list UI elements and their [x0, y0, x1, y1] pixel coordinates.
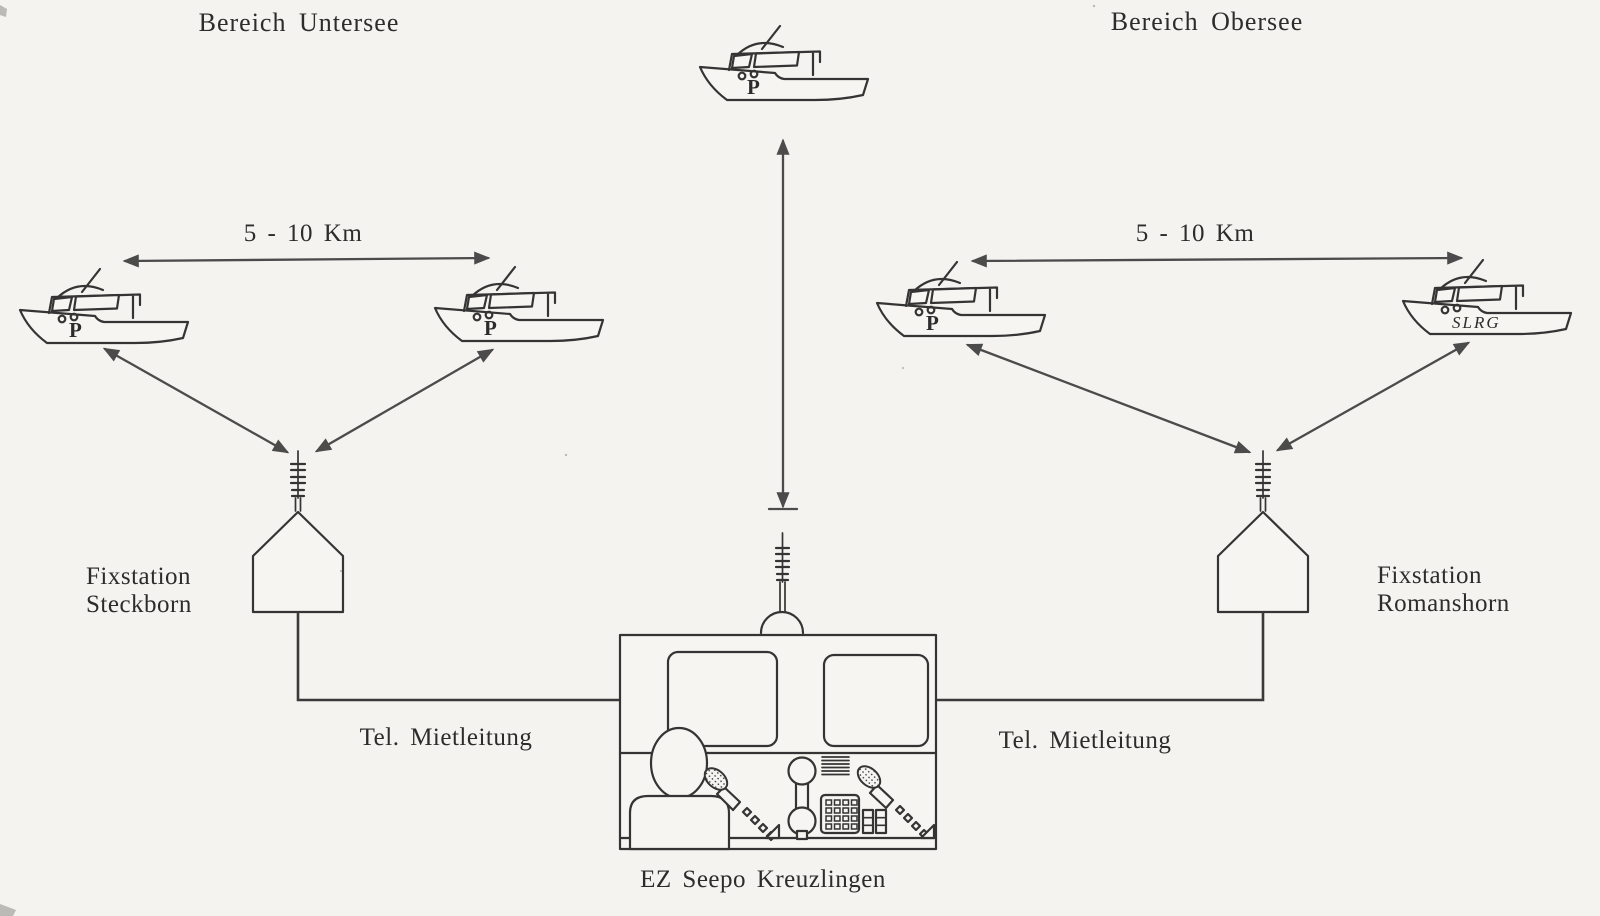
police-boat-untersee-west — [20, 269, 188, 343]
station-label-line1: Fixstation — [86, 563, 192, 590]
station-label-line2: Romanshorn — [1377, 590, 1510, 617]
station-label-line2: Steckborn — [86, 591, 192, 618]
leased-line-right — [936, 613, 1263, 754]
distance-arrow-obersee — [973, 220, 1461, 261]
police-boat-obersee-west — [877, 262, 1045, 336]
leased-line-right-label: Tel. Mietleitung — [998, 727, 1172, 754]
keypad-icon — [821, 795, 859, 833]
boat-label-relay: P — [747, 75, 761, 99]
boat-label-obersee-west: P — [926, 311, 940, 335]
radio-link-romanshorn-slrg-boat — [1278, 343, 1468, 450]
station-label-line1: Fixstation — [1377, 562, 1483, 589]
antenna-mast-icon — [291, 451, 305, 511]
boat-label-untersee-west: P — [69, 318, 83, 342]
antenna-dome-icon — [761, 612, 803, 633]
antenna-mast-icon — [1256, 451, 1270, 511]
control-center-label: EZ Seepo Kreuzlingen — [640, 866, 886, 893]
control-center-console — [620, 533, 936, 893]
distance-label-obersee: 5 - 10 Km — [1135, 220, 1255, 247]
operator-head-icon — [651, 728, 707, 798]
distance-label-untersee: 5 - 10 Km — [243, 220, 363, 247]
fixstation-steckborn — [86, 451, 343, 618]
distance-arrow-untersee — [125, 220, 488, 261]
leased-line-left-label: Tel. Mietleitung — [359, 724, 533, 751]
police-boat-untersee-east — [435, 267, 603, 341]
police-boat-relay — [700, 26, 868, 100]
region-title-obersee: Bereich Obersee — [1110, 7, 1304, 36]
monitor-screen-right — [824, 655, 928, 746]
operator-shoulders-icon — [630, 796, 729, 849]
boat-label-obersee-east: SLRG — [1452, 313, 1501, 332]
radio-link-center-direct — [769, 141, 797, 509]
radio-link-steckborn-east-boat — [317, 350, 492, 451]
fixstation-romanshorn — [1218, 451, 1510, 617]
radio-link-romanshorn-west-boat — [968, 345, 1249, 452]
leased-line-left — [298, 613, 620, 751]
boat-label-untersee-east: P — [484, 316, 498, 340]
radio-link-steckborn-west-boat — [105, 349, 287, 452]
region-title-untersee: Bereich Untersee — [198, 8, 400, 37]
antenna-mast-icon — [776, 533, 789, 611]
